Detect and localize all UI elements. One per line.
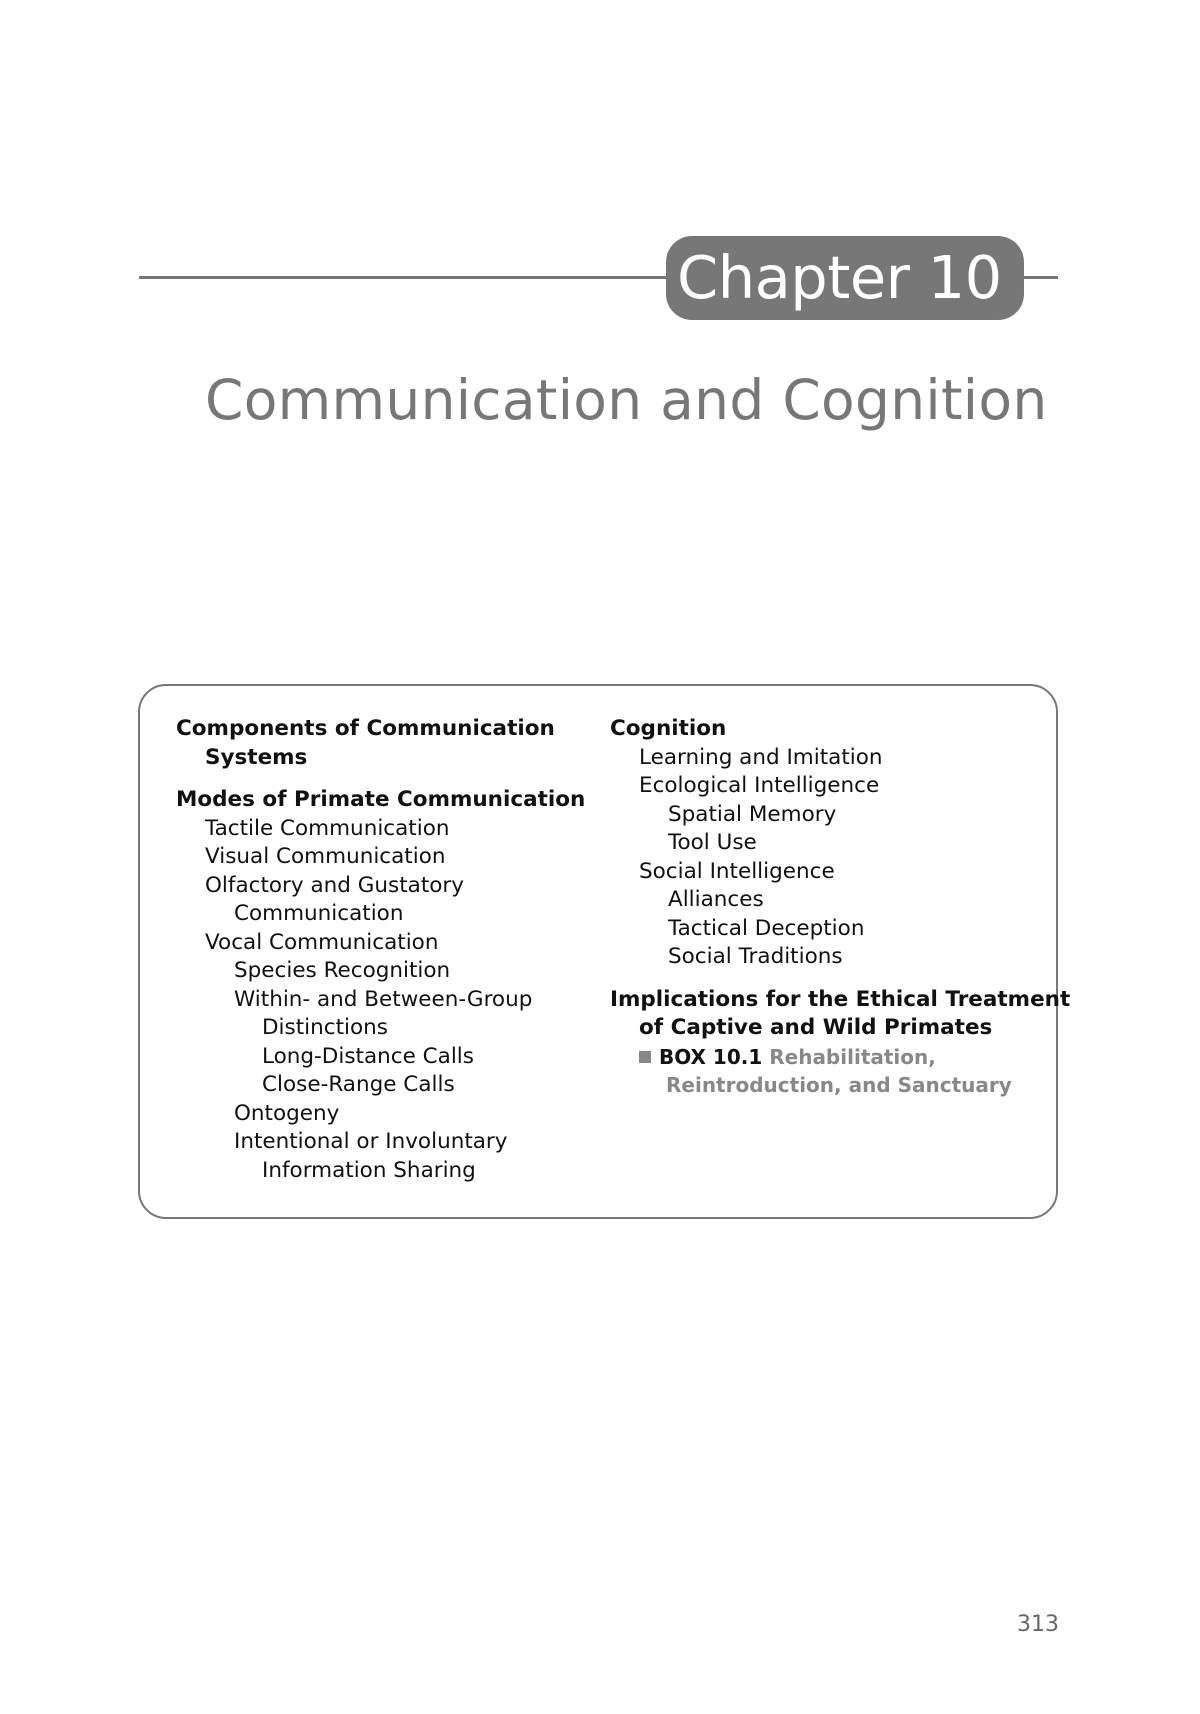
square-bullet-icon — [639, 1051, 651, 1063]
outline-subitem-cont: Information Sharing — [262, 1157, 476, 1183]
outline-item: Tactile Communication — [205, 815, 450, 841]
outline-item: Visual Communication — [205, 844, 446, 869]
outline-subitem: Social Traditions — [668, 944, 843, 969]
outline-right-column — [610, 715, 1071, 1100]
chapter-label: Chapter 10 — [666, 236, 1024, 320]
outline-subitem: Within- and Between-Group — [234, 986, 533, 1012]
box-label: BOX 10.1 — [659, 1044, 763, 1069]
outline-subitem-cont: Distinctions — [262, 1015, 388, 1040]
outline-item: Learning and Imitation — [639, 744, 883, 770]
outline-section-heading-cont: Systems — [205, 744, 308, 770]
outline-item: Vocal Communication — [205, 929, 439, 955]
outline-subsubitem: Long-Distance Calls — [262, 1043, 474, 1069]
chapter-rule-right — [1020, 276, 1058, 279]
outline-section-heading: Cognition — [610, 716, 727, 741]
outline-item: Ecological Intelligence — [639, 773, 880, 798]
outline-subitem: Spatial Memory — [668, 801, 837, 827]
chapter-title: Communication and Cognition — [205, 368, 1048, 432]
outline-subitem: Species Recognition — [234, 958, 451, 983]
outline-item: Olfactory and Gustatory — [205, 872, 464, 898]
box-title-cont: Reintroduction, and Sanctuary — [666, 1073, 1012, 1097]
outline-item: Social Intelligence — [639, 858, 835, 884]
outline-subitem: Alliances — [668, 887, 764, 912]
outline-section-heading: Implications for the Ethical Treatment — [610, 986, 1071, 1012]
outline-left-column — [176, 715, 586, 1185]
box-title: Rehabilitation, — [769, 1044, 936, 1069]
chapter-rule-left — [139, 276, 679, 279]
outline-subitem: Ontogeny — [234, 1100, 340, 1126]
outline-item-cont: Communication — [234, 901, 404, 926]
page-number: 313 — [1017, 1612, 1059, 1637]
outline-section-heading-cont: of Captive and Wild Primates — [639, 1015, 993, 1040]
outline-subitem: Tool Use — [668, 830, 757, 855]
outline-subitem: Intentional or Involuntary — [234, 1129, 508, 1154]
outline-subitem: Tactical Deception — [668, 915, 865, 941]
outline-section-heading: Components of Communication — [176, 716, 555, 741]
box-reference — [610, 1043, 1030, 1072]
outline-subsubitem: Close-Range Calls — [262, 1072, 455, 1097]
outline-section-heading: Modes of Primate Communication — [176, 787, 586, 812]
